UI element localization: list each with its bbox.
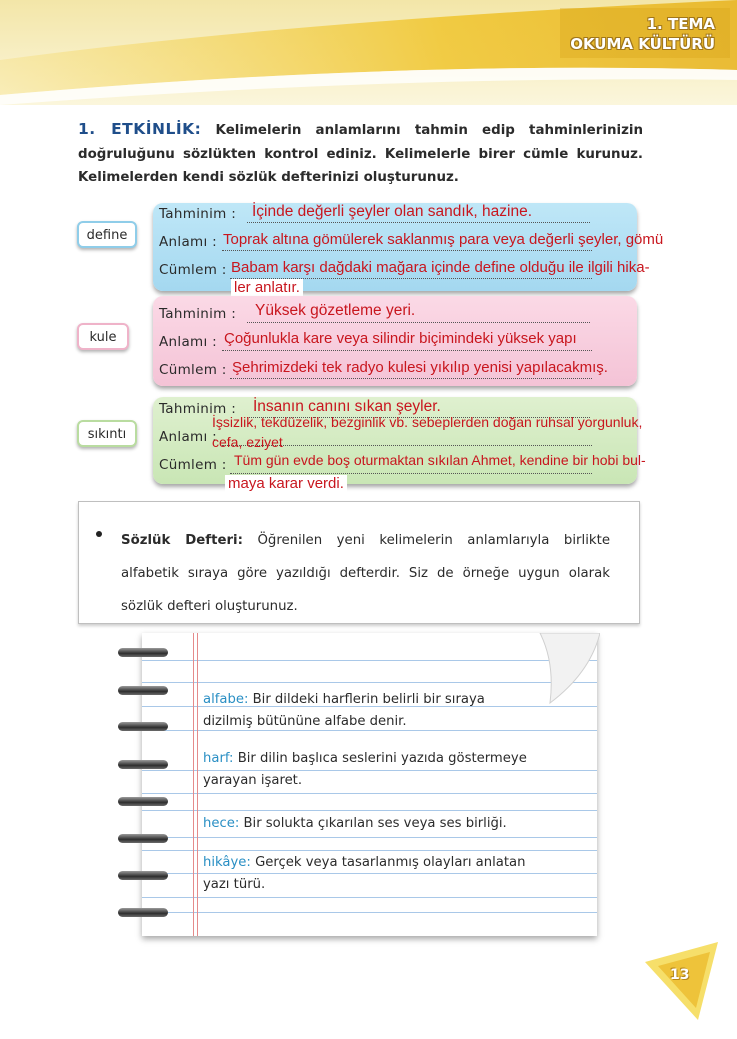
- answer-sentence: Şehrimizdeki tek radyo kulesi yıkılıp yenisi yapılacakmış.: [232, 359, 608, 376]
- meaning-label: Anlamı :: [159, 334, 217, 350]
- entry-definition: Bir dildeki harflerin belirli bir sıraya: [252, 692, 485, 707]
- spiral-ring: [118, 797, 168, 806]
- answer-sentence-line2: ler anlatır.: [231, 279, 303, 296]
- theme-number: 1. TEMA: [646, 15, 715, 33]
- dotted-line: [222, 350, 592, 351]
- answer-meaning-line1: İşsizlik, tekdüzelik, bezginlik vb. sebeplerden doğan ruhsal yorgunluk,: [212, 414, 643, 430]
- sentence-label: Cümlem :: [159, 362, 227, 378]
- info-body: Öğrenilen yeni kelimelerin anlamlarıyla birlikte alfabetik sıraya göre yazıldığı defterdir. Siz de örneğe uygun olarak sözlük defteri oluşturunuz.: [121, 533, 610, 614]
- word-tag-define: define: [77, 221, 137, 248]
- theme-heading: [570, 14, 715, 54]
- sentence-label: Cümlem :: [159, 457, 227, 473]
- ruled-line: [142, 850, 597, 851]
- bullet: [96, 531, 102, 537]
- answer-sentence-line1: Tüm gün evde boş oturmaktan sıkılan Ahmet, kendine bir hobi bul-: [234, 452, 646, 468]
- ruled-line: [142, 837, 597, 838]
- ruled-line: [142, 897, 597, 898]
- dotted-line: [230, 378, 592, 379]
- info-title: Sözlük Defteri:: [121, 533, 243, 548]
- activity-label: 1. ETKİNLİK:: [78, 120, 202, 138]
- guess-label: Tahminim :: [159, 206, 237, 222]
- entry-definition-cont: dizilmiş bütününe alfabe denir.: [203, 714, 407, 729]
- entry-term: hece:: [203, 816, 240, 831]
- spiral-ring: [118, 648, 168, 657]
- meaning-label: Anlamı :: [159, 429, 217, 445]
- spiral-ring: [118, 760, 168, 769]
- activity-text: Kelimelerin anlamlarını tahmin edip tahminlerinizin doğruluğunu sözlükten kontrol ediniz. Kelimelerle birer cümle kurunuz. Kelimelerden kendi sözlük defterinizi oluşturunuz.: [78, 123, 644, 185]
- guess-label: Tahminim :: [159, 401, 237, 417]
- notebook-entry: [203, 852, 583, 896]
- dotted-line: [230, 473, 592, 474]
- spiral-ring: [118, 722, 168, 731]
- dotted-line: [222, 250, 592, 251]
- answer-sentence-line2: maya karar verdi.: [225, 475, 347, 492]
- margin-line: [197, 633, 198, 936]
- page-number: 13: [670, 967, 690, 983]
- notebook-entry: [203, 689, 583, 733]
- activity-instructions: [78, 118, 643, 190]
- entry-term: hikâye:: [203, 855, 251, 870]
- entry-definition-cont: yarayan işaret.: [203, 773, 303, 788]
- meaning-label: Anlamı :: [159, 234, 217, 250]
- entry-definition: Bir dilin başlıca seslerini yazıda göstermeye: [237, 751, 527, 766]
- answer-meaning-line2: cefa, eziyet: [212, 434, 283, 450]
- entry-definition: Bir solukta çıkarılan ses veya ses birliği.: [243, 816, 507, 831]
- ruled-line: [142, 912, 597, 913]
- ruled-line: [142, 810, 597, 811]
- sentence-label: Cümlem :: [159, 262, 227, 278]
- dictionary-info-text: [121, 524, 610, 623]
- dotted-line: [247, 222, 590, 223]
- margin-line: [193, 633, 194, 936]
- word-tag-kule: kule: [77, 323, 129, 350]
- answer-meaning: Çoğunlukla kare veya silindir biçimindeki yüksek yapı: [224, 330, 577, 347]
- answer-meaning: Toprak altına gömülerek saklanmış para veya değerli şeyler, gömü: [223, 231, 664, 248]
- answer-guess: Yüksek gözetleme yeri.: [255, 302, 416, 319]
- guess-label: Tahminim :: [159, 306, 237, 322]
- ruled-line: [142, 793, 597, 794]
- answer-guess: İçinde değerli şeyler olan sandık, hazine.: [252, 203, 533, 220]
- answer-sentence-line1: Babam karşı dağdaki mağara içinde define olduğu ile ilgili hika-: [231, 259, 650, 276]
- notebook-entry: [203, 748, 583, 792]
- spiral-ring: [118, 908, 168, 917]
- entry-definition: Gerçek veya tasarlanmış olayları anlatan: [255, 855, 526, 870]
- spiral-ring: [118, 834, 168, 843]
- spiral-ring: [118, 871, 168, 880]
- answer-guess: İnsanın canını sıkan şeyler.: [253, 398, 441, 415]
- theme-title: OKUMA KÜLTÜRÜ: [570, 35, 715, 53]
- entry-term: harf:: [203, 751, 234, 766]
- entry-definition-cont: yazı türü.: [203, 877, 266, 892]
- notebook-entry: [203, 813, 583, 835]
- spiral-ring: [118, 686, 168, 695]
- word-tag-sikinti: sıkıntı: [77, 420, 137, 447]
- dotted-line: [247, 322, 590, 323]
- entry-term: alfabe:: [203, 692, 249, 707]
